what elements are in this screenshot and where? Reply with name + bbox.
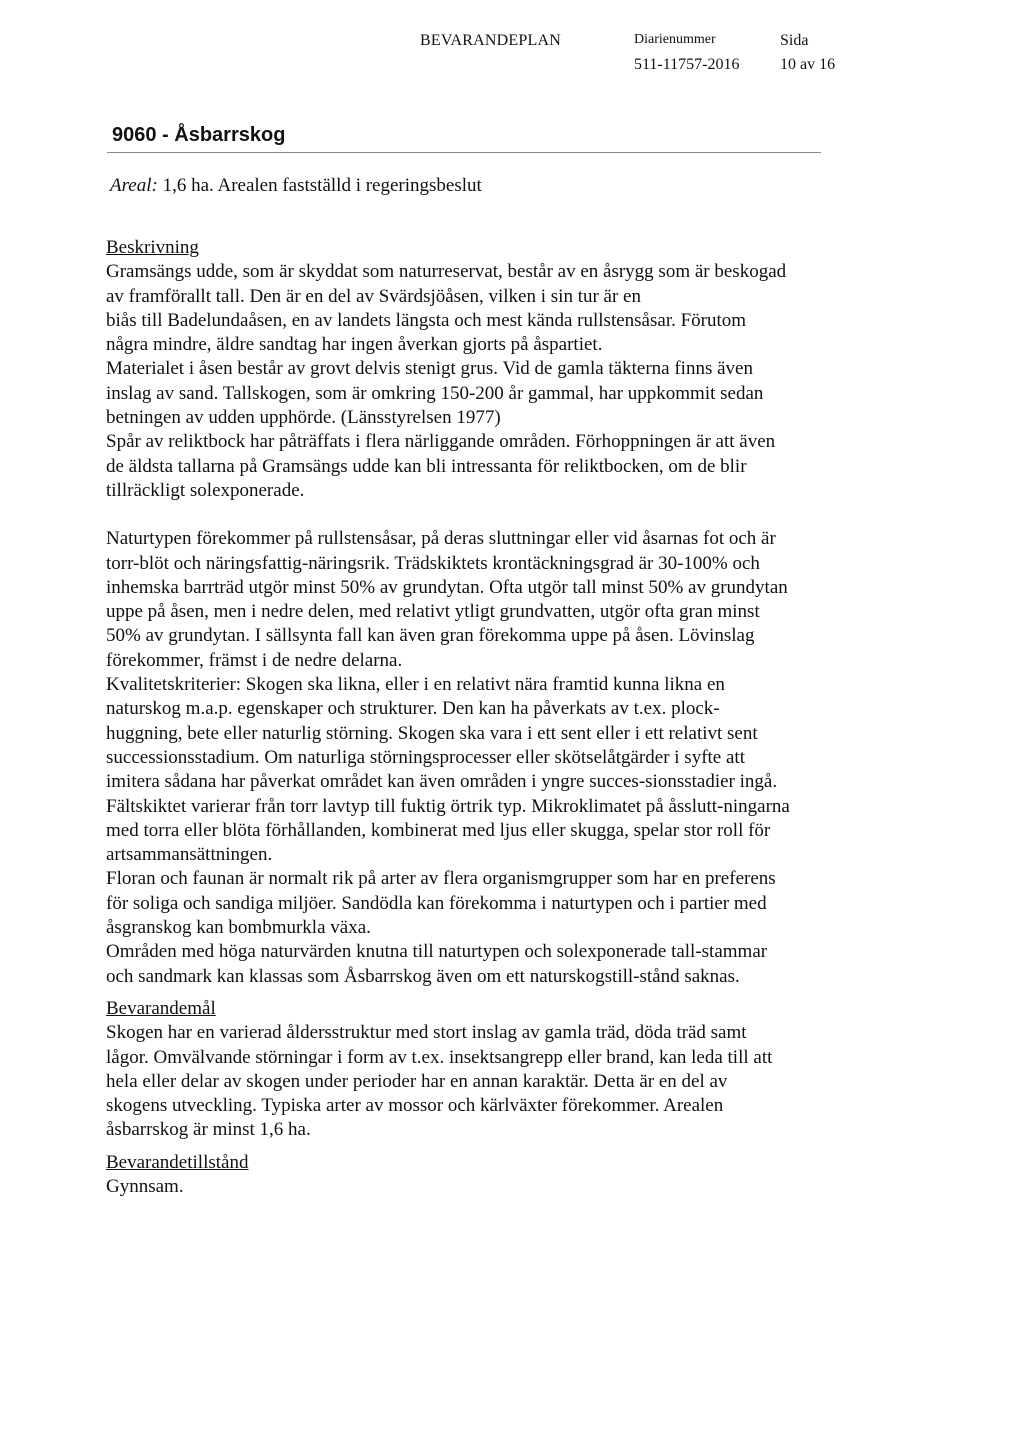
text-line: huggning, bete eller naturlig störning. Skogen ska vara i ett sent eller i ett relativt sent: [106, 722, 758, 744]
text-line: Naturtypen förekommer på rullstensåsar, på deras sluttningar eller vid åsarnas fot och är: [106, 528, 776, 550]
diarienummer-value: 511-11757-2016: [634, 56, 740, 73]
text-line: naturskog m.a.p. egenskaper och strukturer. Den kan ha påverkats av t.ex. plock-: [106, 698, 720, 720]
text-line: Materialet i åsen består av grovt delvis stenigt grus. Vid de gamla täkterna finns även: [106, 358, 753, 380]
beskrivning-paragraph-2: [106, 527, 851, 989]
text-line: Skogen har en varierad åldersstruktur med stort inslag av gamla träd, döda träd samt: [106, 1022, 747, 1044]
text-line: inhemska barrträd utgör minst 50% av grundytan. Ofta utgör tall minst 50% av grundytan: [106, 576, 788, 598]
text-line: skogens utveckling. Typiska arter av mossor och kärlväxter förekommer. Arealen: [106, 1095, 724, 1117]
section-title: 9060 - Åsbarrskog: [112, 124, 286, 146]
text-line: Områden med höga naturvärden knutna till naturtypen och solexponerade tall-stammar: [106, 941, 768, 963]
text-line: några mindre, äldre sandtag har ingen åverkan gjorts på åspartiet.: [106, 334, 603, 356]
text-line: åsgranskog kan bombmurkla växa.: [106, 917, 371, 939]
text-line: tillräckligt solexponerade.: [106, 479, 305, 501]
text-line: successionsstadium. Om naturliga störningsprocesser eller skötselåtgärder i syfte att: [106, 746, 745, 768]
text-line: de äldsta tallarna på Gramsängs udde kan bli intressanta för reliktbocken, om de blir: [106, 455, 747, 477]
diarienummer-label: Diarienummer: [634, 32, 716, 47]
text-line: biås till Badelundaåsen, en av landets längsta och mest kända rullstensåsar. Förutom: [106, 309, 747, 331]
areal-line: [110, 175, 482, 197]
text-line: uppe på åsen, men i nedre delen, med relativt ytligt grundvatten, utgör ofta gran minst: [106, 601, 760, 623]
beskrivning-heading: Beskrivning: [106, 237, 199, 258]
text-line: 50% av grundytan. I sällsynta fall kan även gran förekomma uppe på åsen. Lövinslag: [106, 625, 755, 647]
page-number: 10 av 16: [780, 56, 836, 73]
bevarandemal-paragraph: [106, 1021, 851, 1142]
main-content: [106, 236, 851, 1199]
text-line: och sandmark kan klassas som Åsbarrskog även om ett naturskogstill-stånd saknas.: [106, 965, 740, 987]
bevarandetillstand-text: Gynnsam.: [106, 1175, 184, 1197]
page-header: [0, 30, 1024, 80]
areal-label: Areal:: [110, 175, 158, 196]
text-line: lågor. Omvälvande störningar i form av t.ex. insektsangrepp eller brand, kan leda till att: [106, 1046, 773, 1068]
text-line: Spår av reliktbock har påträffats i flera närliggande områden. Förhoppningen är att även: [106, 431, 776, 453]
text-line: inslag av sand. Tallskogen, som är omkring 150-200 år gammal, har uppkommit sedan: [106, 382, 764, 404]
text-line: med torra eller blöta förhållanden, kombinerat med ljus eller skugga, spelar stor roll för: [106, 819, 771, 841]
text-line: för soliga och sandiga miljöer. Sandödla kan förekomma i naturtypen och i partier med: [106, 892, 767, 914]
document-type: BEVARANDEPLAN: [420, 32, 561, 49]
text-line: Fältskiktet varierar från torr lavtyp till fuktig örtrik typ. Mikroklimatet på åsslutt-ningarna: [106, 795, 790, 817]
text-line: hela eller delar av skogen under perioder har en annan karaktär. Detta är en del av: [106, 1070, 728, 1092]
beskrivning-paragraph-1: [106, 260, 851, 503]
text-line: förekommer, främst i de nedre delarna.: [106, 649, 403, 671]
text-line: Floran och faunan är normalt rik på arter av flera organismgrupper som har en preferens: [106, 868, 776, 890]
text-line: betningen av udden upphörde. (Länsstyrelsen 1977): [106, 407, 501, 429]
page-label: Sida: [780, 32, 809, 49]
bevarandetillstand-heading: Bevarandetillstånd: [106, 1151, 249, 1173]
text-line: av framförallt tall. Den är en del av Svärdsjöåsen, vilken i sin tur är en: [106, 285, 641, 307]
text-line: torr-blöt och näringsfattig-näringsrik. Trädskiktets krontäckningsgrad är 30-100% och: [106, 552, 760, 574]
title-divider: [107, 152, 821, 153]
text-line: åsbarrskog är minst 1,6 ha.: [106, 1119, 311, 1141]
text-line: Kvalitetskriterier: Skogen ska likna, eller i en relativt nära framtid kunna likna en: [106, 674, 725, 696]
text-line: imitera sådana har påverkat området kan även områden i yngre succes-sionsstadier ingå.: [106, 771, 778, 793]
text-line: Gramsängs udde, som är skyddat som naturreservat, består av en åsrygg som är beskogad: [106, 261, 787, 283]
bevarandemal-heading: Bevarandemål: [106, 997, 216, 1019]
areal-text: 1,6 ha. Arealen fastställd i regeringsbeslut: [162, 175, 482, 196]
text-line: artsammansättningen.: [106, 844, 273, 866]
